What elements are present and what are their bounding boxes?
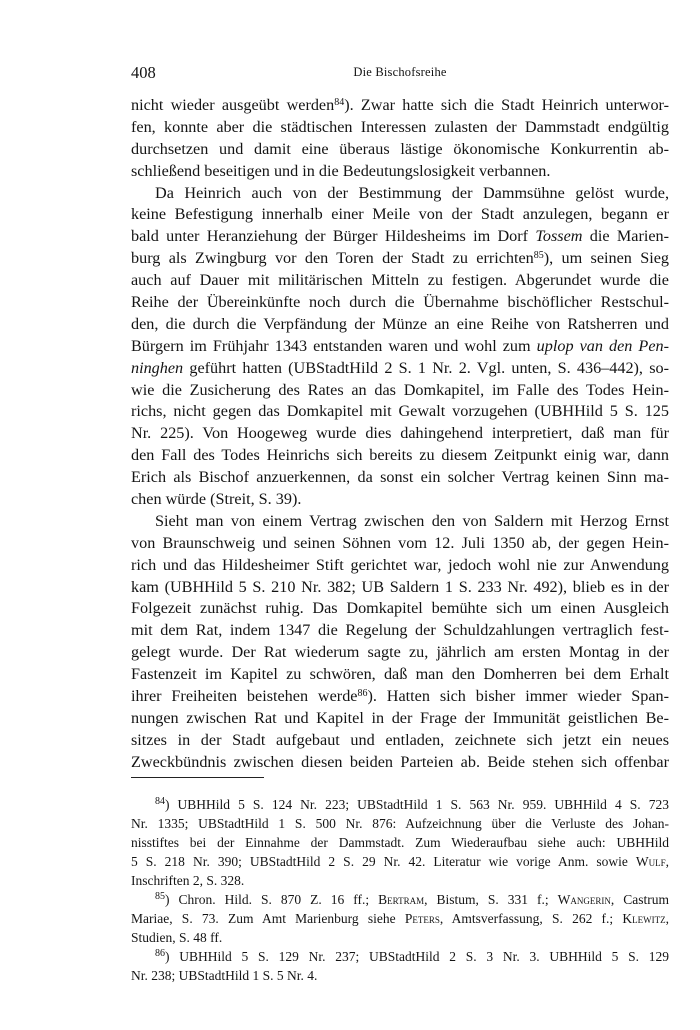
footnote-line: $^{84}$) UBHHild 5 S. 124 Nr. 223; UBStadtHild 1 S. 563 Nr. 959. UBHHild 4 S. 723 [155,796,669,812]
text-line: ninghen geführt hatten (UBStadtHild 2 S. 1 Nr. 2. Vgl. unten, S. 436–442), so- [131,358,669,377]
text-line: Zweckbündnis zwischen diesen beiden Parteien ab. Beide stehen sich offenbar [131,752,669,771]
quoted-phrase: uplop van den Pen- [536,336,669,355]
footnote-marker: 86 [155,948,165,959]
text-line: Reihe der Übereinkünfte noch durch die Übernahme bischöflicher Restschul- [131,293,669,312]
quoted-phrase-end: ninghen [131,358,184,377]
text-line: Fastenzeit im Kapitel zu schwören, daß man den Domherren bei dem Erhalt [131,665,669,684]
author-name: Klewitz [622,911,666,926]
footnote-line: Mariae, S. 73. Zum Amt Marienburg siehe Peters, Amtsverfassung, S. 262 f.; Klewitz, [131,911,669,926]
text-line: burg als Zwingburg vor den Toren der Stadt zu errichten$^{85}$), um seinen Sieg [131,249,669,268]
text-line: chen würde (Streit, S. 39). [131,490,302,509]
page-header [131,63,669,85]
text-line: Folgezeit zunächst ruhig. Das Domkapitel bemühte sich um einen Ausgleich [131,599,669,618]
footnotes [131,795,669,985]
text-line: auch auf Dauer mit militärischen Mitteln zu festigen. Abgerundet wurde die [131,271,669,290]
text-line: von Braunschweig und seinen Söhnen vom 12. Juli 1350 ab, der gegen Hein- [131,533,669,552]
text-line: Bürgern im Frühjahr 1343 entstanden waren und wohl zum uplop van den Pen- [131,336,669,355]
footnote-separator [131,777,264,778]
footnote-line: 5 S. 218 Nr. 390; UBStadtHild 2 S. 29 Nr. 42. Literatur wie vorige Anm. sowie Wulf, [131,854,669,869]
text-line: den Fall des Todes Heinrichs sich bereits zu diesem Zeitpunkt einig war, dann [131,446,669,465]
author-name: Wangerin [557,892,611,907]
footnote-line: Studien, S. 48 ff. [131,930,223,945]
main-text [131,95,669,774]
text-line: Sieht man von einem Vertrag zwischen den von Saldern mit Herzog Ernst [155,511,669,530]
author-name: Bertram [378,892,425,907]
text-line: gelegt wurde. Der Rat wiederum sagte zu, jährlich am ersten Montag in der [131,643,669,662]
text-line: richs, nicht gegen das Domkapitel mit Gewalt vorzugehen (UBHHild 5 S. 125 [131,402,669,421]
text-line: nungen zwischen Rat und Kapitel in der Frage der Immunität geistlichen Be- [131,708,669,727]
author-name: Wulf [635,854,666,869]
text-line: keine Befestigung innerhalb einer Meile von der Stadt anzulegen, begann er [131,205,669,224]
footnote-line: $^{85}$) Chron. Hild. S. 870 Z. 16 ff.; Bertram, Bistum, S. 331 f.; Wangerin, Castrum [155,891,670,907]
footnote-84 [131,795,669,890]
text-line: bald unter Heranziehung der Bürger Hildesheims im Dorf Tossem die Marien- [131,227,669,246]
text-line: nicht wieder ausgeübt werden$^{84}$). Zwar hatte sich die Stadt Heinrich unterwor- [131,96,669,114]
text-line: sitzes in der Stadt aufgebaut und entladen, zeichnete sich jetzt ein neues [131,730,669,749]
footnote-line: Nr. 238; UBStadtHild 1 S. 5 Nr. 4. [131,968,318,983]
footnote-85 [131,890,669,947]
text-line: wie die Zusicherung des Rates an das Domkapitel, im Falle des Todes Hein- [131,380,669,399]
footnote-marker: 85 [155,891,165,902]
page-number: 408 [131,63,156,82]
text-line: Da Heinrich auch von der Bestimmung der Dammsühne gelöst wurde, [155,183,669,202]
footnote-ref-86[interactable]: 86 [357,688,368,700]
text-line: rich und das Hildesheimer Stift gerichtet war, jedoch wohl nie zur Anwendung [131,555,669,574]
text-line: Nr. 225). Von Hoogeweg wurde dies dahingehend interpretiert, daß man für [131,424,669,443]
footnote-marker: 84 [155,796,165,807]
running-title: Die Bischofsreihe [353,65,447,79]
text-line: ihrer Freiheiten beistehen werde$^{86}$). Hatten sich bisher immer wieder Span- [131,687,669,706]
text-line: durchsetzen und damit eine überaus lästige ökonomische Konkurrentin ab- [131,139,669,158]
text-line: Erich als Bischof anzuerkennen, da sonst ein solcher Vertrag keinen Sinn ma- [131,468,669,487]
footnote-line: nisstiftes bei der Einnahme der Dammstadt. Zum Wiederaufbau siehe auch: UBHHild [131,835,669,850]
footnote-ref-84[interactable]: 84 [334,97,345,108]
footnote-86 [131,947,669,985]
footnote-line: $^{86}$) UBHHild 5 S. 129 Nr. 237; UBStadtHild 2 S. 3 Nr. 3. UBHHild 5 S. 129 [155,948,669,964]
footnote-line: Inschriften 2, S. 328. [131,873,245,888]
text-line: den, die durch die Verpfändung der Münze an eine Reihe von Ratsherren und [131,314,669,333]
author-name: Peters [404,911,440,926]
text-line: mit dem Rat, indem 1347 die Regelung der Schuldzahlungen vertraglich fest- [131,621,669,640]
place-name-tossem: Tossem [535,227,583,246]
text-line: fen, konnte aber die städtischen Interessen zulasten der Dammstadt endgültig [131,117,669,136]
footnote-line: Nr. 1335; UBStadtHild 1 S. 500 Nr. 876: Aufzeichnung über die Verluste des Johan- [131,816,669,831]
footnote-ref-85[interactable]: 85 [533,250,544,262]
text-line: schließend beseitigen und in die Bedeutungslosigkeit verbannen. [131,161,551,180]
text-line: kam (UBHHild 5 S. 210 Nr. 382; UB Saldern 1 S. 233 Nr. 492), blieb es in der [131,577,669,596]
